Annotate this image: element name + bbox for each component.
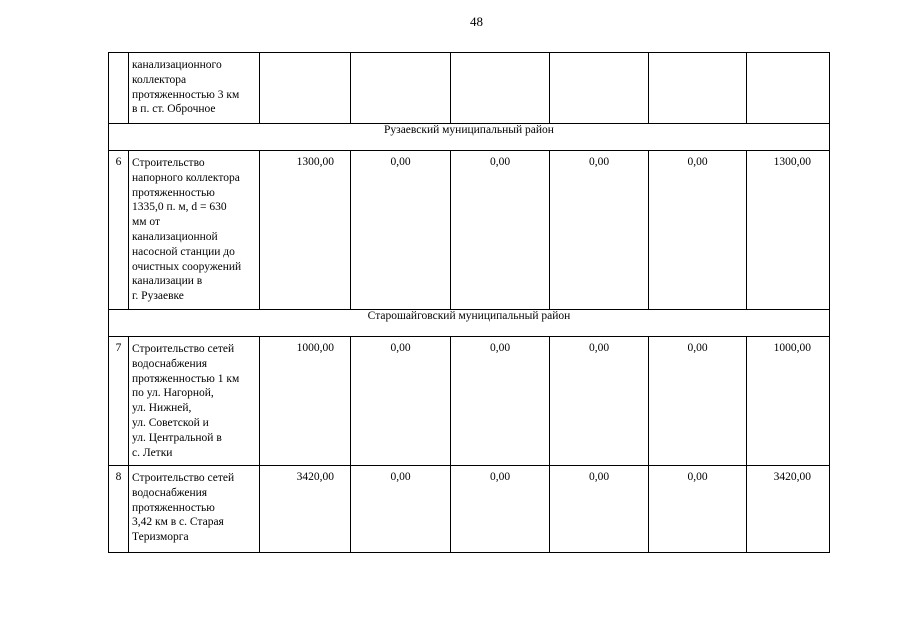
district-header-row — [109, 124, 830, 151]
budget-table — [108, 52, 830, 553]
description-line: протяженностью — [132, 186, 215, 199]
description-line: очистных сооружений — [132, 260, 242, 273]
description-line: протяженностью — [132, 501, 215, 514]
description-line: протяженностью 1 км — [132, 372, 240, 385]
table-row-continuation — [109, 53, 830, 124]
value-cell: 0,00 — [550, 466, 649, 553]
value-cell: 0,00 — [351, 337, 451, 466]
district-header-row — [109, 310, 830, 337]
description-cell — [129, 466, 260, 553]
row-number-cell: 7 — [109, 337, 129, 466]
description-line: ул. Нижней, — [132, 402, 192, 415]
value-cell: 0,00 — [649, 466, 747, 553]
description-cell — [129, 337, 260, 466]
value-cell: 0,00 — [451, 337, 550, 466]
description-line: с. Летки — [132, 446, 173, 459]
description-line: по ул. Нагорной, — [132, 387, 214, 400]
page-number: 48 — [470, 14, 483, 29]
description-line: водоснабжения — [132, 357, 208, 370]
description-line: 3,42 км в с. Старая — [132, 516, 224, 529]
value-cell: 0,00 — [351, 151, 451, 310]
description-line: Строительство сетей — [132, 472, 235, 484]
description-line: напорного коллектора — [132, 171, 240, 184]
value-cell — [451, 53, 550, 124]
description-line: канализации в — [132, 275, 203, 288]
description-line: Теризморга — [132, 531, 189, 544]
value-cell — [747, 53, 830, 124]
row-number-cell: 8 — [109, 466, 129, 553]
description-line: канализационной — [132, 230, 218, 243]
description-line: г. Рузаевке — [132, 290, 184, 303]
description-line: ул. Советской и — [132, 416, 209, 429]
value-cell: 0,00 — [451, 151, 550, 310]
description-line: канализационного — [132, 59, 222, 71]
value-cell: 0,00 — [649, 151, 747, 310]
row-number-cell — [109, 53, 129, 124]
description-line: Строительство сетей — [132, 343, 235, 355]
description-line: в п. ст. Оброчное — [132, 103, 216, 116]
description-line: Строительство — [132, 157, 205, 169]
value-cell — [260, 53, 351, 124]
table-row — [109, 466, 830, 553]
row-number-cell: 6 — [109, 151, 129, 310]
description-line: насосной станции до — [132, 245, 235, 258]
value-cell — [351, 53, 451, 124]
description-line: 1335,0 п. м, d = 630 — [132, 201, 227, 214]
description-cell — [129, 151, 260, 310]
description-cell — [129, 53, 260, 124]
description-line: водоснабжения — [132, 486, 208, 499]
value-cell: 0,00 — [451, 466, 550, 553]
value-cell: 1000,00 — [747, 337, 830, 466]
table-row — [109, 337, 830, 466]
value-cell: 3420,00 — [260, 466, 351, 553]
value-cell: 3420,00 — [747, 466, 830, 553]
description-line: протяженностью 3 км — [132, 88, 240, 101]
description-line: коллектора — [132, 73, 187, 86]
value-cell — [550, 53, 649, 124]
value-cell: 1300,00 — [260, 151, 351, 310]
table-row — [109, 151, 830, 310]
value-cell — [649, 53, 747, 124]
district-title: Старошайговский муниципальный район — [109, 310, 830, 337]
value-cell: 0,00 — [550, 151, 649, 310]
value-cell: 0,00 — [649, 337, 747, 466]
value-cell: 1300,00 — [747, 151, 830, 310]
description-line: ул. Центральной в — [132, 431, 222, 444]
value-cell: 0,00 — [351, 466, 451, 553]
district-title: Рузаевский муниципальный район — [109, 124, 830, 151]
value-cell: 1000,00 — [260, 337, 351, 466]
description-line: мм от — [132, 216, 161, 229]
value-cell: 0,00 — [550, 337, 649, 466]
